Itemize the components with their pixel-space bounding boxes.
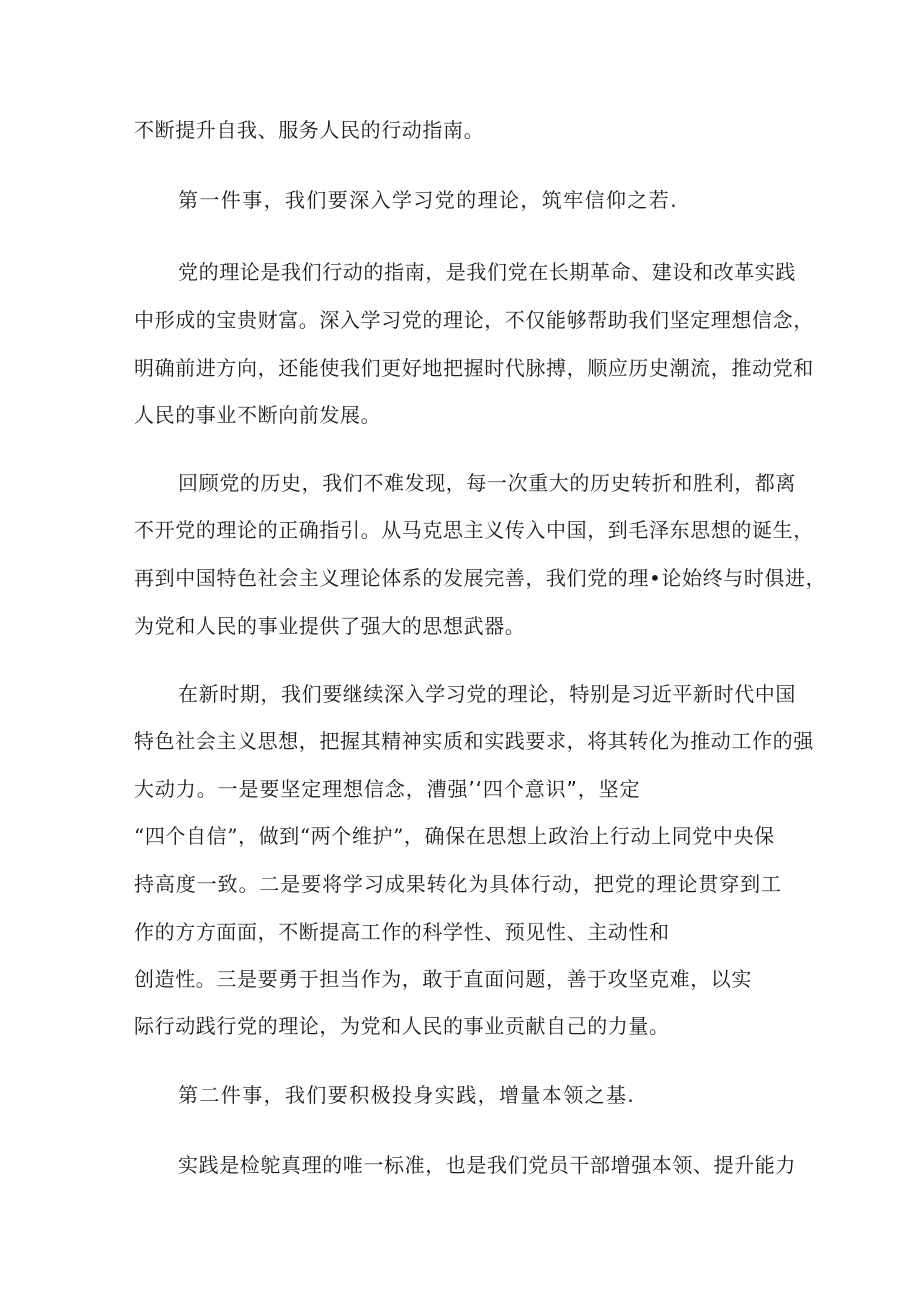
paragraph-line: 人民的事业不断向前发展。	[134, 403, 382, 427]
section-heading-2: 第二件事，我们要积极投身实践，增量本领之基.	[178, 1083, 636, 1107]
paragraph-line: 党的理论是我们行动的指南，是我们党在长期革命、建设和改革实践	[178, 260, 796, 284]
paragraph-line: 再到中国特色社会主义理论体系的发展完善，我们党的理•论始终与时俱进，	[134, 566, 827, 590]
paragraph-line: 为党和人民的事业提供了强大的思想武器。	[134, 614, 526, 638]
paragraph-line: 大动力。一是要坚定理想信念，漕强’‘四个意识”，坚定	[134, 777, 641, 801]
paragraph-line: 回顾党的历史，我们不难发现，每一次重大的历史转折和胜利，都离	[178, 471, 796, 495]
paragraph-line: 中形成的宝贵财富。深入学习党的理论，不仅能够帮助我们坚定理想信念，	[134, 308, 814, 332]
paragraph-line: 不开党的理论的正确指引。从马克思主义传入中国，到毛泽东思想的诞生，	[134, 518, 814, 542]
paragraph-line: 在新时期，我们要继续深入学习党的理论，特别是习近平新时代中国	[178, 682, 796, 706]
paragraph-line: 创造性。三是要勇于担当作为，敢于直面问题，善于攻坚克难，以实	[134, 967, 752, 991]
section-heading-1: 第一件事，我们要深入学习党的理论，筑牢信仰之若.	[178, 188, 678, 212]
paragraph-line: 特色社会主义思想，把握其精神实质和实践要求，将其转化为推动工作的强	[134, 729, 814, 753]
paragraph-line: 作的方方面面，不断提高工作的科学性、预见性、主动性和	[134, 920, 670, 944]
paragraph-line: 持高度一致。二是要将学习成果转化为具体行动，把党的理论贯穿到工	[134, 872, 782, 896]
paragraph-line: 不断提升自我、服务人民的行动指南。	[134, 118, 485, 142]
paragraph-line: 实践是检鸵真理的唯一标准，也是我们党员干部增强本领、提升能力	[178, 1153, 796, 1177]
paragraph-line: 际行动践行党的理论，为党和人民的事业贡献自己的力量。	[134, 1014, 670, 1038]
paragraph-line: 明确前进方向，还能使我们更好地把握时代脉搏，顺应历史潮流，推动党和	[134, 356, 814, 380]
paragraph-line: “四个自信”，做到“两个维护”，确保在思想上政治上行动上同党中央保	[134, 824, 775, 848]
